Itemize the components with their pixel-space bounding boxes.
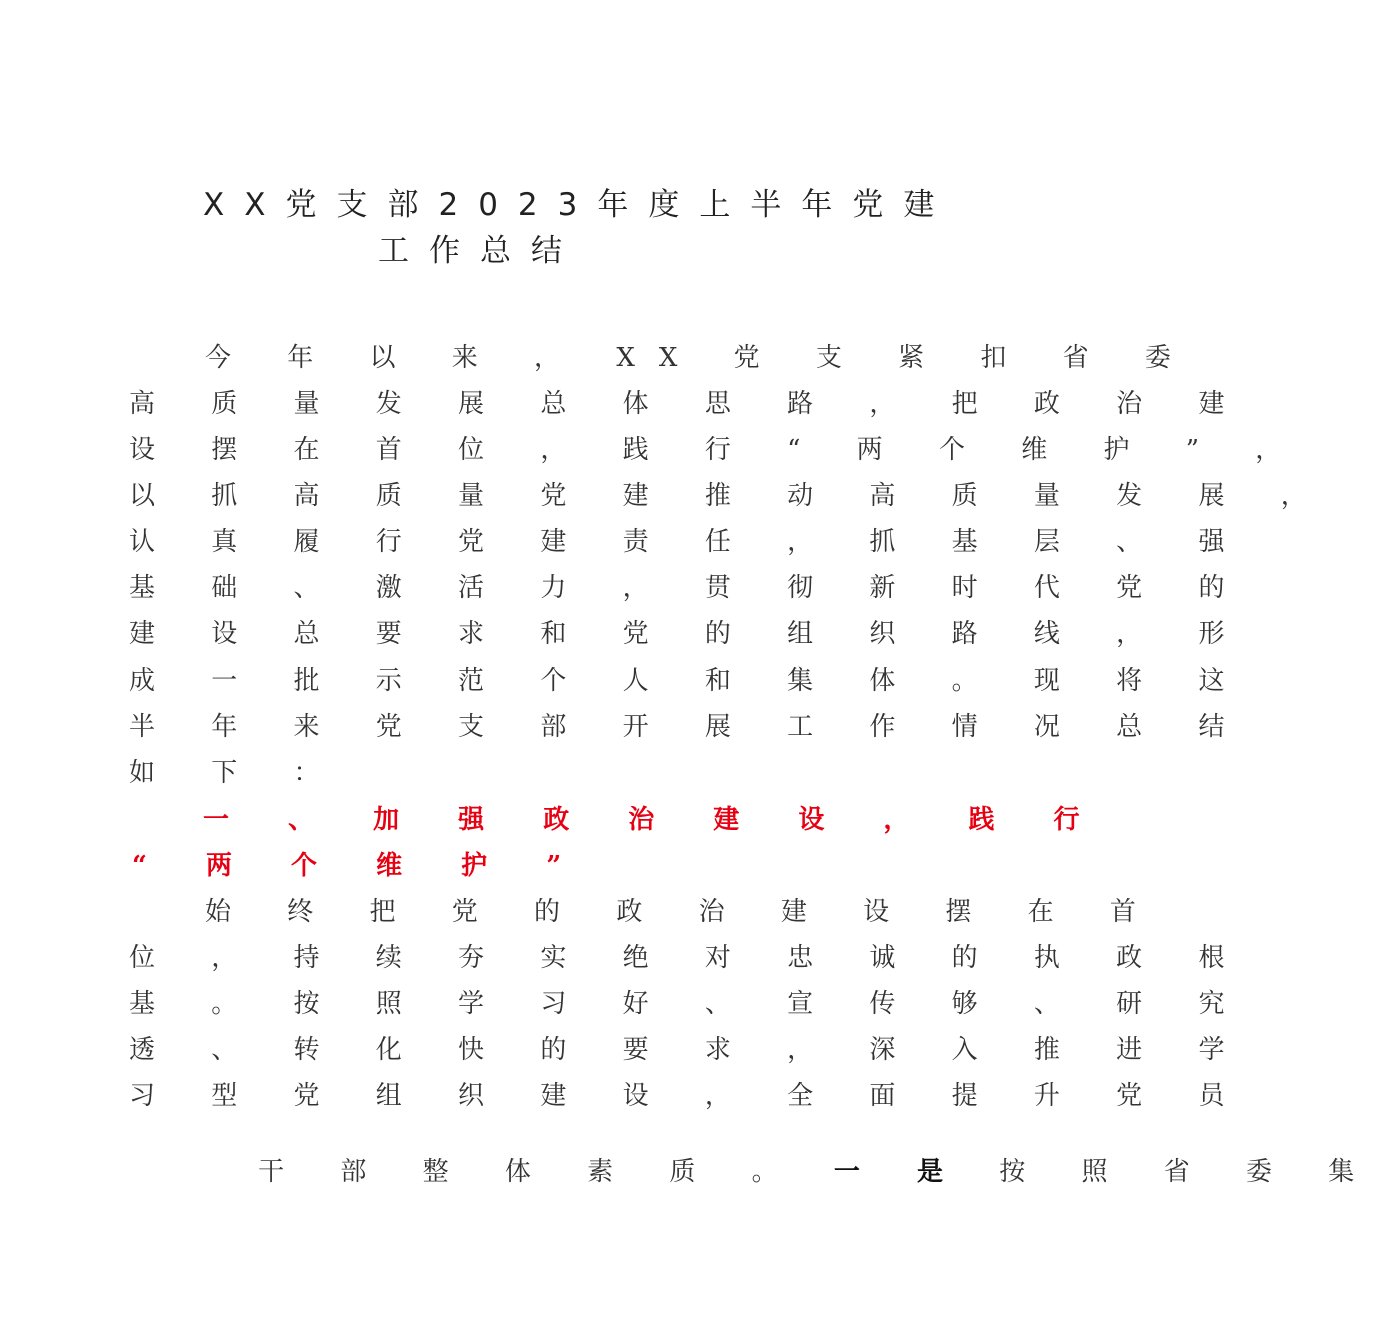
intro-line-10: 如 下 ： — [129, 758, 344, 788]
section-line-6-text-a: 干 部 整 体 素 质 。 — [258, 1157, 834, 1187]
intro-line-6: 基 础 、 激 活 力 ， 贯 彻 新 时 代 党 的 — [129, 573, 1249, 603]
intro-line-1: 今 年 以 来 ， XX 党 支 紧 扣 省 委 — [205, 343, 1195, 373]
document-title-line-1: XX党支部2023年度上半年党建 — [203, 187, 955, 223]
section-line-2: 位 ， 持 续 夯 实 绝 对 忠 诚 的 执 政 根 — [129, 943, 1249, 973]
section-line-4: 透 、 转 化 快 的 要 求 ， 深 入 推 进 学 — [129, 1035, 1249, 1065]
intro-line-5: 认 真 履 行 党 建 责 任 ， 抓 基 层 、 强 — [129, 527, 1249, 557]
intro-line-3: 设 摆 在 首 位 ， 践 行 “ 两 个 维 护 ” ， — [129, 435, 1306, 465]
first-point-marker: 一 是 — [833, 1157, 967, 1187]
section-heading-line-1: 一 、 加 强 政 治 建 设 ， 践 行 — [203, 805, 1105, 835]
section-heading-line-2: “ 两 个 维 护 ” — [132, 851, 587, 881]
intro-line-4: 以 抓 高 质 量 党 建 推 动 高 质 量 发 展 ， — [129, 481, 1331, 511]
section-line-3: 基 。 按 照 学 习 好 、 宣 传 够 、 研 究 — [129, 989, 1249, 1019]
section-line-6-text-b: 按 照 省 委 集 — [966, 1157, 1378, 1187]
section-line-1: 始 终 把 党 的 政 治 建 设 摆 在 首 — [205, 897, 1160, 927]
section-line-5: 习 型 党 组 织 建 设 ， 全 面 提 升 党 员 — [129, 1081, 1249, 1111]
document-title-line-2: 工作总结 — [378, 233, 582, 269]
intro-line-9: 半 年 来 党 支 部 开 展 工 作 情 况 总 结 — [129, 712, 1249, 742]
intro-line-7: 建 设 总 要 求 和 党 的 组 织 路 线 ， 形 — [129, 619, 1249, 649]
intro-line-8: 成 一 批 示 范 个 人 和 集 体 。 现 将 这 — [129, 666, 1249, 696]
section-line-6 — [129, 1127, 1378, 1217]
intro-line-2: 高 质 量 发 展 总 体 思 路 ， 把 政 治 建 — [129, 389, 1249, 419]
